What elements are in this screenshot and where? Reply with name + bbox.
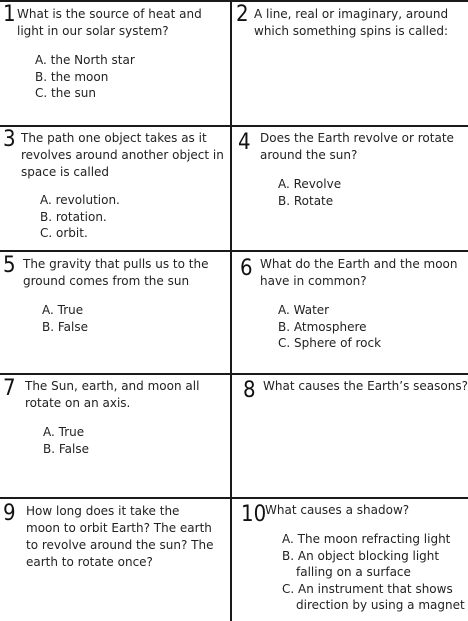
- question-text: What causes the Earth’s seasons?: [263, 379, 468, 393]
- question-9: [3, 500, 228, 620]
- question-number: 2: [236, 2, 249, 27]
- question-3: [3, 128, 228, 248]
- question-2: [236, 3, 466, 123]
- answer-options: [40, 192, 120, 242]
- question-text: The gravity that pulls us to the ground comes from the sun: [23, 257, 209, 288]
- question-text: What is the source of heat and light in our solar system?: [17, 7, 202, 38]
- answer-option: A. True: [43, 425, 85, 439]
- answer-option: C. the sun: [35, 86, 96, 101]
- answer-options: [35, 52, 135, 102]
- answer-option: A. Revolve: [278, 177, 342, 191]
- question-number: 6: [240, 256, 253, 281]
- answer-option: C. An instrument that shows direction by using a magnet: [282, 581, 465, 613]
- answer-option: A. The moon refracting light: [282, 532, 451, 546]
- question-7: [3, 376, 228, 495]
- answer-options: [278, 176, 341, 209]
- answer-option: B. the moon: [35, 69, 109, 84]
- question-6: [240, 253, 468, 371]
- row-divider: [0, 497, 468, 499]
- answer-options: [278, 302, 381, 352]
- answer-options: [42, 302, 88, 335]
- answer-option: B. Rotate: [278, 193, 334, 208]
- answer-option: C. orbit.: [40, 226, 88, 241]
- answer-option: B. False: [43, 441, 89, 456]
- answer-option: B. An object blocking light falling on a surface: [282, 548, 440, 580]
- question-10: [241, 500, 468, 620]
- question-number: 7: [3, 376, 16, 401]
- question-text: The path one object takes as it revolves around another object in space is called: [21, 131, 224, 179]
- answer-option: C. Sphere of rock: [278, 336, 382, 351]
- answer-option: B. Atmosphere: [278, 319, 367, 334]
- answer-option: A. revolution.: [40, 193, 120, 207]
- question-text: How long does it take the moon to orbit Earth? The earth to revolve around the sun? The earth to rotate once?: [26, 504, 214, 569]
- question-4: [238, 128, 466, 248]
- question-8: [243, 376, 468, 495]
- question-number: 10: [241, 502, 267, 527]
- question-number: 3: [3, 127, 16, 152]
- answer-options: [43, 424, 89, 457]
- question-text: What do the Earth and the moon have in common?: [260, 257, 458, 288]
- row-divider: [0, 125, 468, 127]
- question-1: [3, 3, 228, 123]
- question-text: A line, real or imaginary, around which something spins is called:: [254, 7, 449, 38]
- answer-option: A. the North star: [35, 53, 135, 67]
- question-5: [3, 253, 228, 371]
- answer-option: A. True: [42, 303, 84, 317]
- row-divider: [0, 0, 468, 2]
- answer-option: B. rotation.: [40, 209, 107, 224]
- column-divider: [230, 0, 232, 621]
- row-divider: [0, 250, 468, 252]
- question-number: 9: [3, 501, 16, 526]
- question-text: The Sun, earth, and moon all rotate on an axis.: [25, 379, 200, 410]
- question-number: 5: [3, 253, 16, 278]
- question-text: What causes a shadow?: [265, 503, 410, 517]
- question-number: 4: [238, 130, 251, 155]
- answer-options: [282, 531, 466, 614]
- question-number: 8: [243, 378, 256, 403]
- answer-option: B. False: [42, 319, 88, 334]
- question-text: Does the Earth revolve or rotate around the sun?: [260, 131, 454, 162]
- question-number: 1: [3, 2, 16, 27]
- row-divider: [0, 373, 468, 375]
- answer-option: A. Water: [278, 303, 330, 317]
